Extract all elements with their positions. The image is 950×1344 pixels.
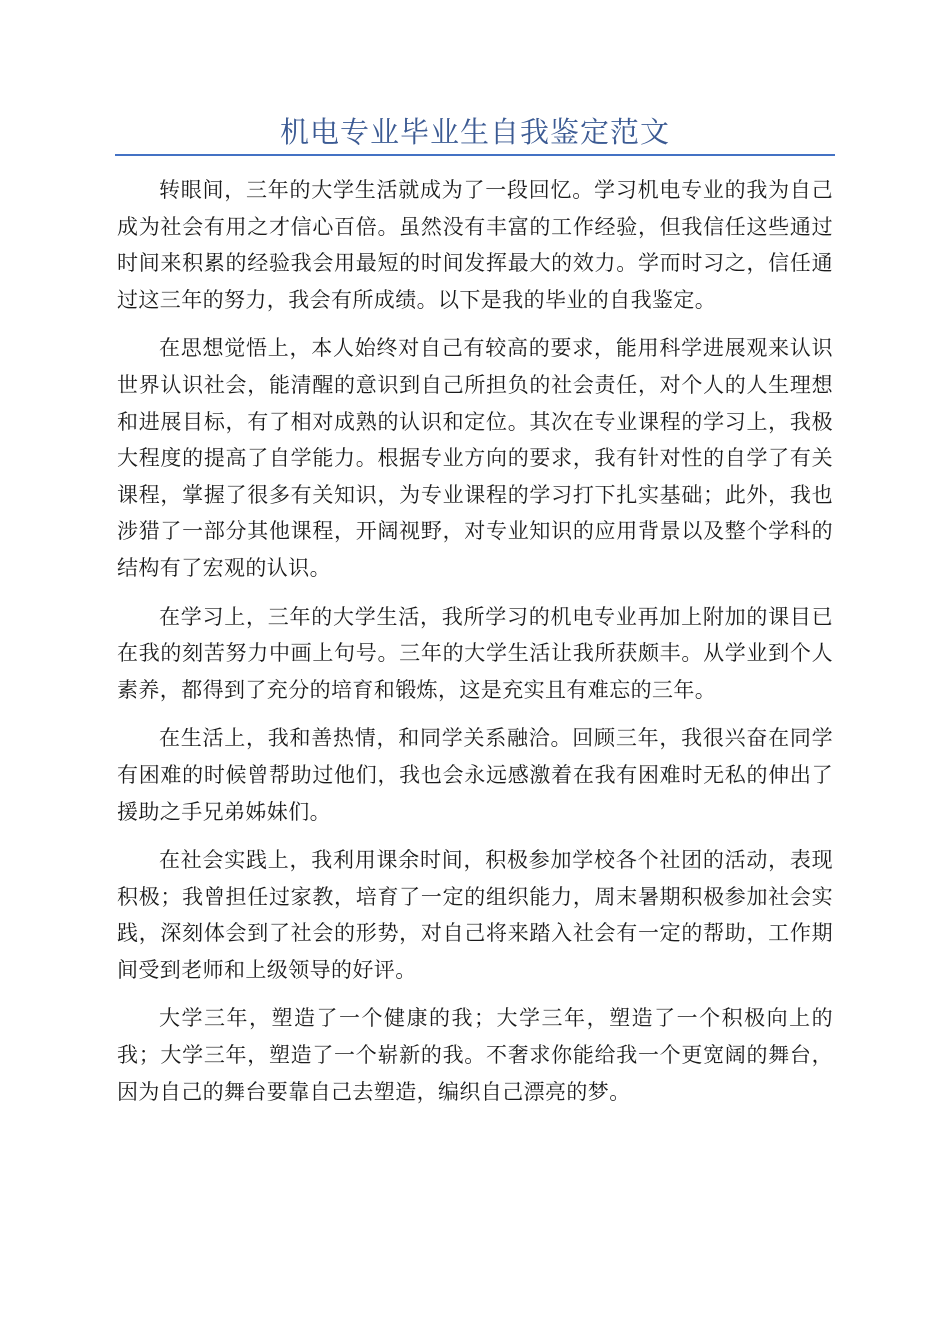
title-underline	[115, 154, 835, 156]
paragraph-social-practice: 在社会实践上，我利用课余时间，积极参加学校各个社团的活动，表现积极；我曾担任过家教，培育了一定的组织能力，周末暑期积极参加社会实践，深刻体会到了社会的形势，对自己将来踏入社会有一定的帮助，工作期间受到老师和上级领导的好评。	[117, 848, 833, 982]
document-body	[117, 172, 833, 1122]
paragraph-life: 在生活上，我和善热情，和同学关系融洽。回顾三年，我很兴奋在同学有困难的时候曾帮助过他们，我也会永远感激着在我有困难时无私的伸出了援助之手兄弟姊妹们。	[117, 726, 833, 824]
paragraph-thought: 在思想觉悟上，本人始终对自己有较高的要求，能用科学进展观来认识世界认识社会，能清醒的意识到自己所担负的社会责任，对个人的人生理想和进展目标，有了相对成熟的认识和定位。其次在专业课程的学习上，我极大程度的提高了自学能力。根据专业方向的要求，我有针对性的自学了有关课程，掌握了很多有关知识，为专业课程的学习打下扎实基础；此外，我也涉猎了一部分其他课程，开阔视野，对专业知识的应用背景以及整个学科的结构有了宏观的认识。	[117, 336, 833, 580]
document-title: 机电专业毕业生自我鉴定范文	[279, 115, 670, 149]
paragraph-conclusion: 大学三年，塑造了一个健康的我；大学三年，塑造了一个积极向上的我；大学三年，塑造了一个崭新的我。不奢求你能给我一个更宽阔的舞台，因为自己的舞台要靠自己去塑造，编织自己漂亮的梦。	[117, 1006, 833, 1104]
paragraph-study: 在学习上，三年的大学生活，我所学习的机电专业再加上附加的课目已在我的刻苦努力中画上句号。三年的大学生活让我所获颇丰。从学业到个人素养，都得到了充分的培育和锻炼，这是充实且有难忘的三年。	[117, 604, 833, 702]
paragraph-intro: 转眼间，三年的大学生活就成为了一段回忆。学习机电专业的我为自己成为社会有用之才信心百倍。虽然没有丰富的工作经验，但我信任这些通过时间来积累的经验我会用最短的时间发挥最大的效力。学而时习之，信任通过这三年的努力，我会有所成绩。以下是我的毕业的自我鉴定。	[117, 178, 833, 312]
